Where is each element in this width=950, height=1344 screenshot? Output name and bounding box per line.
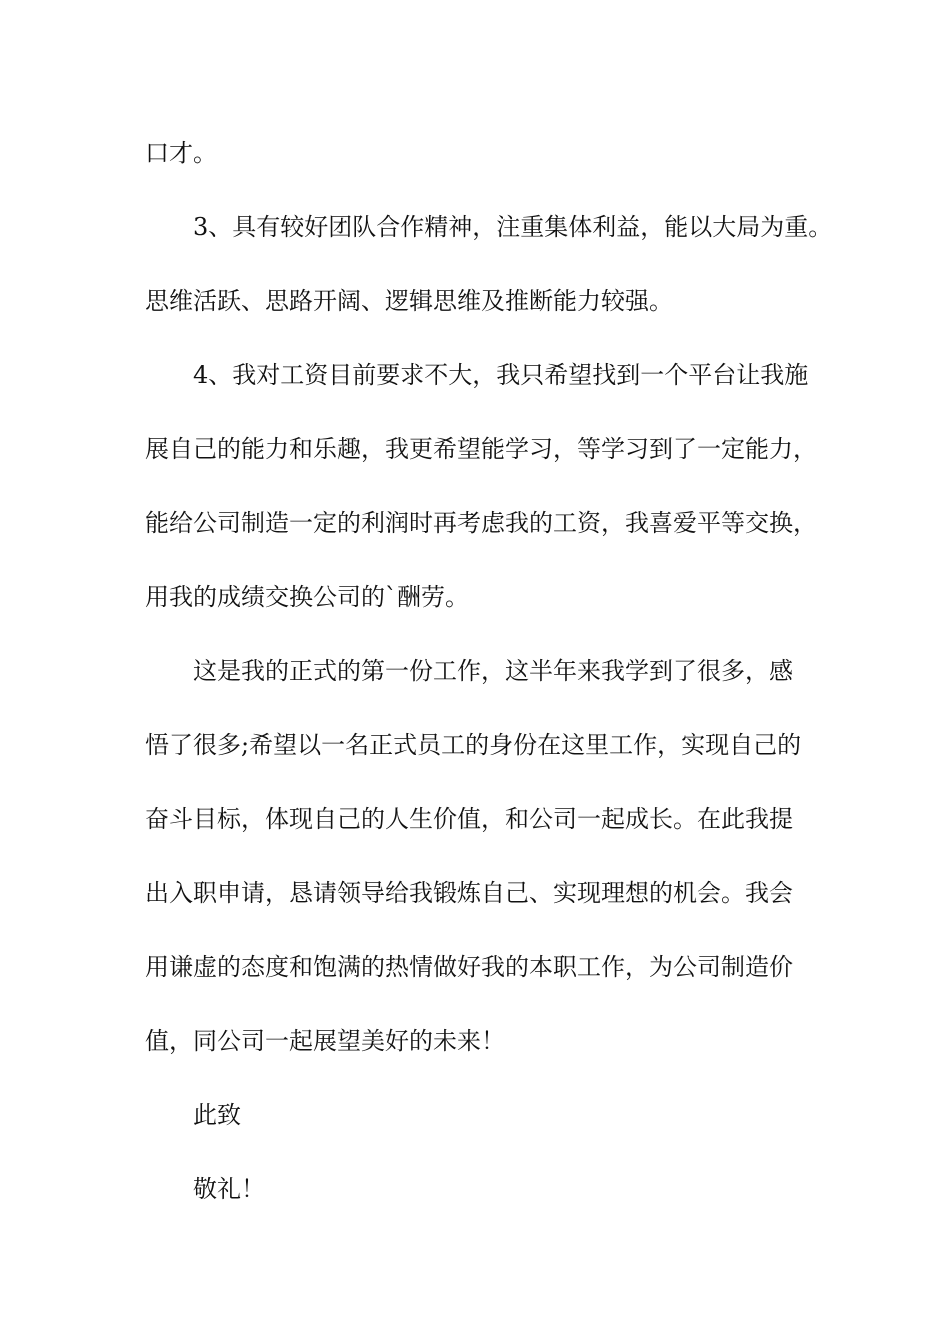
text-line: 值，同公司一起展望美好的未来！ [145, 1027, 505, 1055]
text-line: 用我的成绩交换公司的`酬劳。 [145, 583, 469, 611]
text-line: 出入职申请，恳请领导给我锻炼自己、实现理想的机会。我会 [145, 879, 793, 907]
closing-regards: 敬礼！ [193, 1175, 265, 1203]
text-line: 悟了很多;希望以一名正式员工的身份在这里工作，实现自己的 [145, 731, 802, 759]
text-line: 这是我的正式的第一份工作，这半年来我学到了很多，感 [193, 657, 793, 685]
text-line: 能给公司制造一定的利润时再考虑我的工资，我喜爱平等交换， [145, 509, 817, 537]
text-line: 4、我对工资目前要求不大，我只希望找到一个平台让我施 [193, 361, 809, 389]
text-line: 用谦虚的态度和饱满的热情做好我的本职工作，为公司制造价 [145, 953, 793, 981]
text-line: 思维活跃、思路开阔、逻辑思维及推断能力较强。 [145, 287, 673, 315]
closing-salutation: 此致 [193, 1101, 241, 1129]
text-line: 3、具有较好团队合作精神，注重集体利益，能以大局为重。 [193, 213, 833, 241]
text-line: 口才。 [145, 139, 217, 167]
text-line: 展自己的能力和乐趣，我更希望能学习，等学习到了一定能力， [145, 435, 817, 463]
text-line: 奋斗目标，体现自己的人生价值，和公司一起成长。在此我提 [145, 805, 793, 833]
